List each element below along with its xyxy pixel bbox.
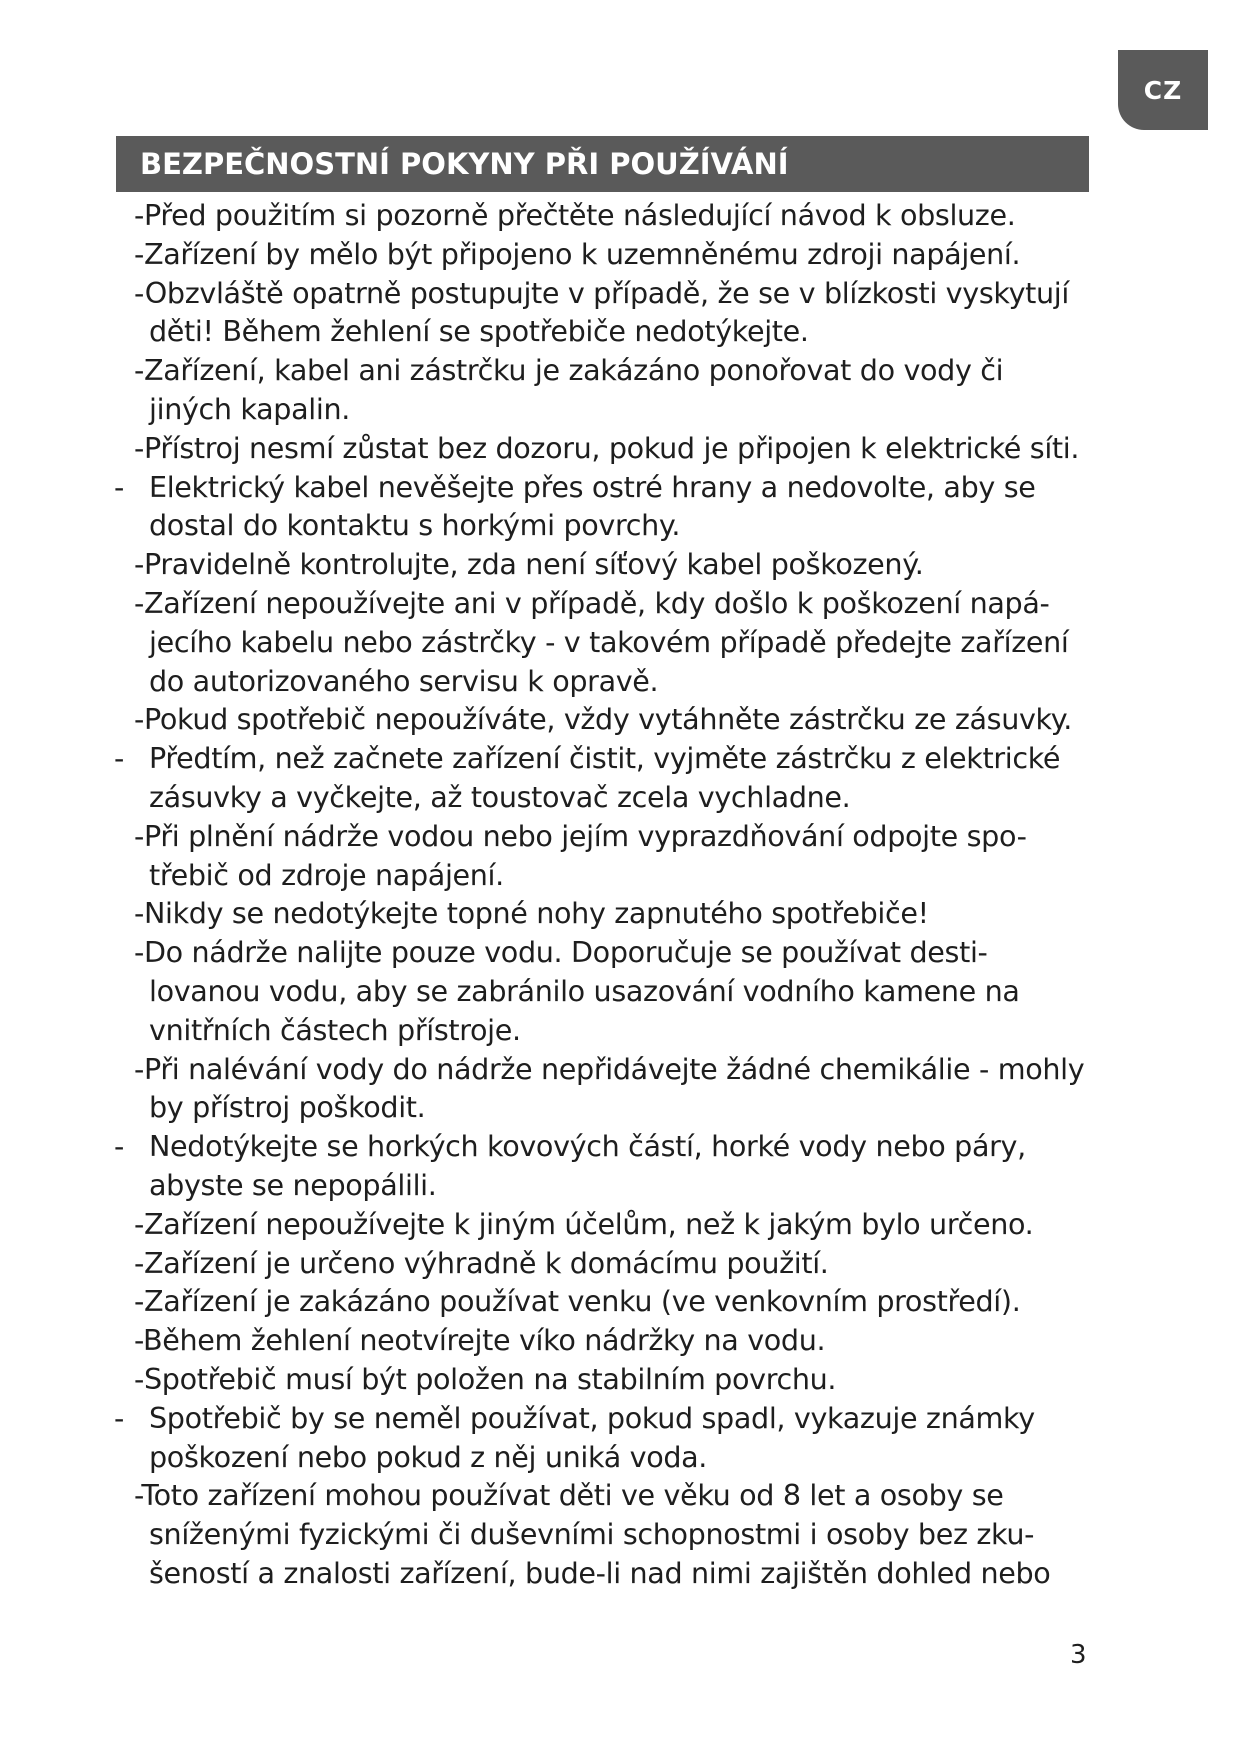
instruction-item: -Obzvláště opatrně postupujte v případě, že se v blízkosti vyskytují xyxy=(134,275,1069,310)
instruction-item: -Při plnění nádrže vodou nebo jejím vyprazdňování odpojte spo- xyxy=(134,818,1027,853)
instruction-line-continuation: šeností a znalosti zařízení, bude-li nad nimi zajištěn dohled nebo xyxy=(149,1556,1051,1590)
instruction-item: -Zařízení je určeno výhradně k domácímu použití. xyxy=(134,1245,829,1280)
instruction-line-continuation: třebič od zdroje napájení. xyxy=(149,857,504,892)
outer-bullet-dash: - xyxy=(114,469,125,504)
instruction-line-continuation: by přístroj poškodit. xyxy=(149,1090,426,1125)
instruction-item: -Zařízení je zakázáno používat venku (ve venkovním prostředí). xyxy=(134,1284,1021,1319)
instruction-line-continuation: jecího kabelu nebo zástrčky - v takovém případě předejte zařízení xyxy=(149,624,1069,659)
instruction-line-continuation: děti! Během žehlení se spotřebiče nedotýkejte. xyxy=(149,314,809,349)
instruction-item: Spotřebič by se neměl používat, pokud spadl, vykazuje známky xyxy=(149,1400,1035,1435)
instruction-line-continuation: zásuvky a vyčkejte, až toustovač zcela vychladne. xyxy=(149,780,851,814)
page-number: 3 xyxy=(1070,1640,1087,1670)
instruction-item: -Toto zařízení mohou používat děti ve věku od 8 let a osoby se xyxy=(134,1478,1004,1513)
instruction-line-continuation: vnitřních částech přístroje. xyxy=(149,1012,521,1047)
instruction-item: Předtím, než začnete zařízení čistit, vyjměte zástrčku z elektrické xyxy=(149,741,1061,776)
instruction-line-continuation: abyste se nepopálili. xyxy=(149,1168,437,1202)
instruction-item: -Zařízení nepoužívejte ani v případě, kdy došlo k poškození napá- xyxy=(134,586,1050,620)
instruction-item: -Nikdy se nedotýkejte topné nohy zapnutého spotřebiče! xyxy=(134,896,929,931)
instruction-item: -Zařízení nepoužívejte k jiným účelům, než k jakým bylo určeno. xyxy=(134,1206,1034,1241)
instruction-item: -Pokud spotřebič nepoužíváte, vždy vytáhněte zástrčku ze zásuvky. xyxy=(134,702,1072,737)
outer-bullet-dash: - xyxy=(114,1129,125,1164)
language-badge: CZ xyxy=(1118,50,1208,130)
section-title: BEZPEČNOSTNÍ POKYNY PŘI POUŽÍVÁNÍ xyxy=(116,136,1089,192)
instruction-line-continuation: sníženými fyzickými či duševními schopnostmi i osoby bez zku- xyxy=(149,1517,1035,1552)
instruction-line-continuation: do autorizovaného servisu k opravě. xyxy=(149,663,659,698)
instruction-item: -Do nádrže nalijte pouze vodu. Doporučuje se používat desti- xyxy=(134,935,988,970)
outer-bullet-dash: - xyxy=(114,741,125,776)
instruction-item: -Před použitím si pozorně přečtěte následující návod k obsluze. xyxy=(134,198,1016,232)
instruction-line-continuation: jiných kapalin. xyxy=(149,392,350,426)
instruction-line-continuation: poškození nebo pokud z něj uniká voda. xyxy=(149,1439,708,1474)
instruction-item: -Zařízení, kabel ani zástrčku je zakázáno ponořovat do vody či xyxy=(134,353,1004,388)
instruction-item: Elektrický kabel nevěšejte přes ostré hrany a nedovolte, aby se xyxy=(149,469,1036,504)
instruction-item: -Přístroj nesmí zůstat bez dozoru, pokud je připojen k elektrické síti. xyxy=(134,430,1080,465)
instruction-item: -Při nalévání vody do nádrže nepřidávejte žádné chemikálie - mohly xyxy=(134,1051,1085,1086)
instruction-line-continuation: dostal do kontaktu s horkými povrchy. xyxy=(149,508,681,543)
outer-bullet-dash: - xyxy=(114,1400,125,1435)
instruction-item: -Pravidelně kontrolujte, zda není síťový kabel poškozený. xyxy=(134,547,924,582)
instruction-item: Nedotýkejte se horkých kovových částí, horké vody nebo páry, xyxy=(149,1129,1026,1164)
instruction-item: -Zařízení by mělo být připojeno k uzemněnému zdroji napájení. xyxy=(134,236,1021,271)
instruction-item: -Během žehlení neotvírejte víko nádržky na vodu. xyxy=(134,1323,826,1358)
instruction-item: -Spotřebič musí být položen na stabilním povrchu. xyxy=(134,1362,837,1396)
instruction-line-continuation: lovanou vodu, aby se zabránilo usazování vodního kamene na xyxy=(149,974,1020,1008)
